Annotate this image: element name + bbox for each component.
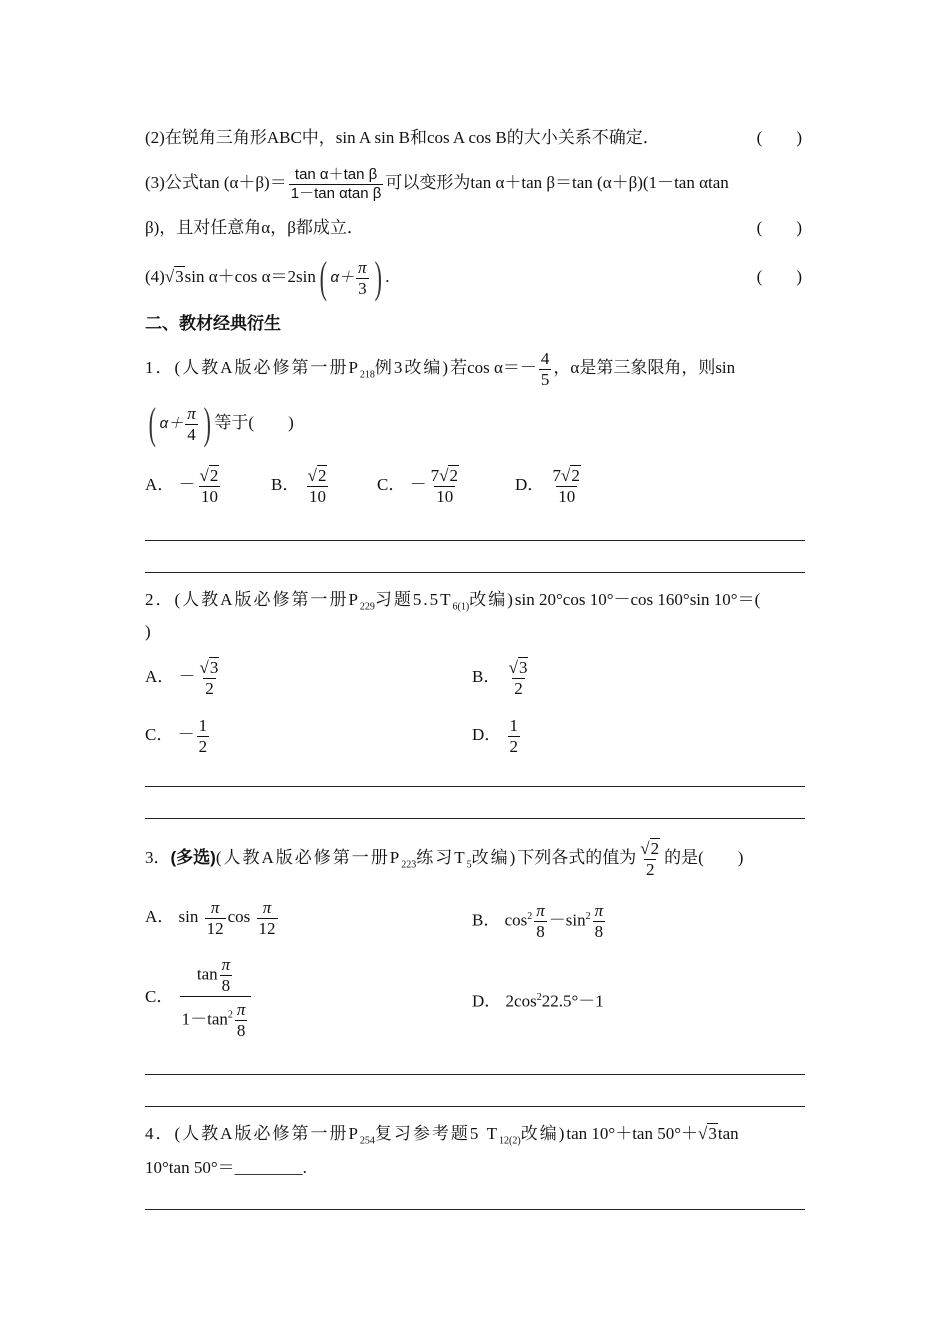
question-4-stem-cont: 10°tan 50°＝________. [145, 1158, 307, 1177]
question-3-option-b[interactable]: B． $\cos^2$ $\frac{\pi}{8}$ $-\sin^2$ $\frac{\pi}{8}$ [472, 901, 604, 942]
answer-paren: ( ) [756, 128, 802, 147]
question-1-stem-cont: ( α＋ $\frac{\pi}{4}$ ) 等于( ) [148, 399, 294, 449]
question-1-stem: 1．(人教A版必修第一册$P_{218}$例3改编)若cos α＝－ $\frac{4}{5}$ ，α是第三象限角，则sin [145, 348, 736, 389]
section-title: 二、教材经典衍生 [145, 314, 281, 333]
question-2-option-a[interactable]: A． － $\frac{√3}{2}$ [145, 657, 219, 698]
question-1-options [145, 462, 585, 508]
question-2-option-c[interactable]: C． － $\frac{1}{2}$ [145, 715, 208, 756]
answer-line [145, 540, 805, 541]
answer-line [145, 1106, 805, 1107]
sqrt3-radical: √3 [164, 267, 184, 286]
answer-line [145, 786, 805, 787]
right-paren-big: ) [374, 253, 382, 303]
answer-line [145, 1209, 805, 1210]
question-2-option-d[interactable]: D． $\frac{1}{2}$ [472, 715, 519, 756]
question-3-option-d[interactable]: D． $2\cos^222.5^\circ-1$ [472, 991, 604, 1011]
answer-line [145, 818, 805, 819]
answer-line [145, 572, 805, 573]
question-2-stem-cont: ) [145, 622, 151, 641]
answer-paren: ( ) [756, 218, 802, 237]
question-3-option-c[interactable]: C． tan $\frac{\pi}{8}$ $1-\tan^2$ $\frac{\pi}{8}$ [145, 952, 253, 1042]
option-d[interactable]: D． $\frac{7√2}{10}$ [515, 465, 580, 506]
question-2-stem: 2．(人教A版必修第一册$P_{229}$习题$5.5T_{6(1)}$改编)sin 20°cos 10°－cos 160°sin 10°＝( [145, 590, 761, 613]
question-2-option-b[interactable]: B． $\frac{√3}{2}$ [472, 657, 528, 698]
formula-fraction: $\frac{\text{tan α＋tan β}}{\text{1－tan αtan β}}$ [290, 165, 382, 202]
option-a[interactable]: A． － $\frac{√2}{10}$ [145, 465, 219, 506]
left-paren-big: ( [319, 253, 327, 303]
question-3-option-a[interactable]: A． sin $\frac{\pi}{12}$ cos $\frac{\pi}{12}$ [145, 897, 276, 938]
question-4-stem: 4．(人教A版必修第一册$P_{254}$复习参考题5 $T_{12(2)}$改编)tan 10°＋tan 50°＋√3tan [145, 1124, 739, 1147]
answer-paren: ( ) [756, 267, 802, 286]
judge-item-2: (2)在锐角三角形ABC中，sin A sin B和cos A cos B的大小关系不确定． [145, 128, 660, 147]
judge-item-4: (4)√3sin α＋cos α＝2sin( α＋ $\frac{\pi}{3}$ ) . [145, 253, 390, 303]
option-b[interactable]: B． $\frac{√2}{10}$ [271, 465, 327, 506]
option-c[interactable]: C． － $\frac{7√2}{10}$ [377, 465, 458, 506]
judge-item-3-cont: β)，且对任意角α，β都成立． [145, 218, 364, 237]
answer-line [145, 1074, 805, 1075]
question-3-stem: 3．(多选)(人教A版必修第一册$P_{223}$练习$T_5$改编)下列各式的值为 $\frac{√2}{2}$ 的是( ) [145, 838, 744, 879]
judge-item-3: (3)公式tan (α＋β)＝ $\frac{\text{tan α＋tan β}}{\text{1－tan αtan β}}$ 可以变形为tan α＋tan β＝tan (α＋β)(1－tan αtan [145, 165, 729, 202]
